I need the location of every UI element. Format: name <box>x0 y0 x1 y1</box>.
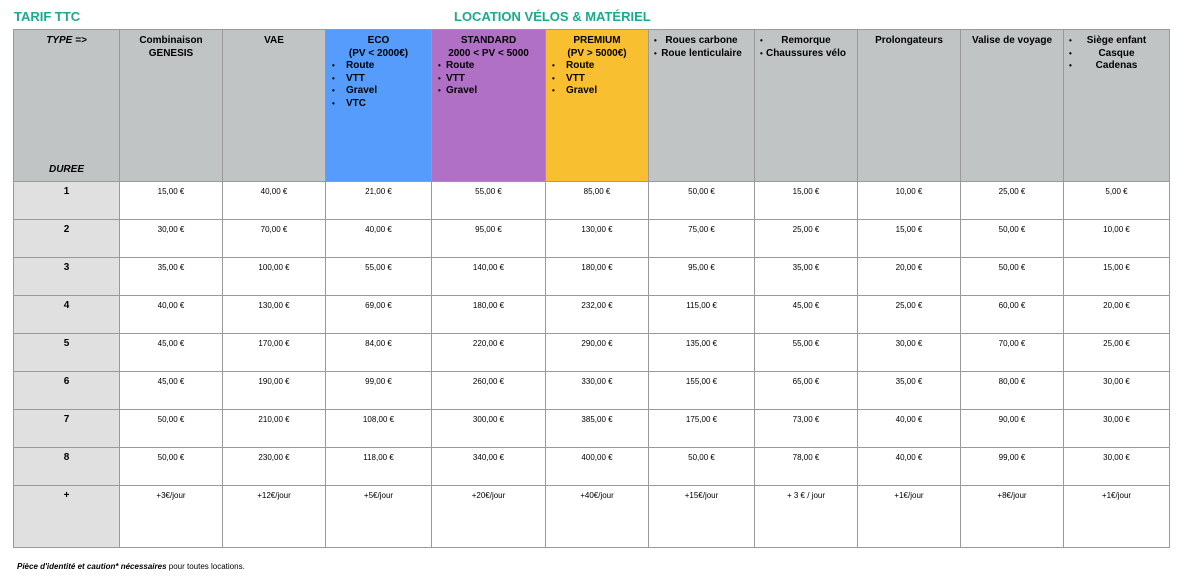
duration-cell: 3 <box>14 258 120 296</box>
price-cell: 35,00 € <box>858 372 961 410</box>
table-row <box>14 448 1170 486</box>
list-item: • VTC <box>326 98 431 111</box>
price-cell: 15,00 € <box>1064 258 1170 296</box>
price-cell: 230,00 € <box>223 448 326 486</box>
price-cell: 232,00 € <box>546 296 649 334</box>
price-cell: 5,00 € <box>1064 182 1170 220</box>
header-premium <box>546 30 649 182</box>
price-cell: 25,00 € <box>1064 334 1170 372</box>
price-cell: 50,00 € <box>120 410 223 448</box>
price-cell: 40,00 € <box>858 448 961 486</box>
price-cell: 73,00 € <box>755 410 858 448</box>
price-cell: 15,00 € <box>755 182 858 220</box>
price-table <box>13 29 1170 548</box>
price-cell: 40,00 € <box>223 182 326 220</box>
price-cell: 108,00 € <box>326 410 432 448</box>
list-item: • Gravel <box>546 85 648 98</box>
price-cell: 70,00 € <box>961 334 1064 372</box>
duration-cell: 1 <box>14 182 120 220</box>
price-cell: 330,00 € <box>546 372 649 410</box>
list-item: • Route <box>326 60 431 73</box>
price-cell: 95,00 € <box>649 258 755 296</box>
price-cell: 30,00 € <box>1064 410 1170 448</box>
price-cell: 290,00 € <box>546 334 649 372</box>
price-cell: 21,00 € <box>326 182 432 220</box>
list-item: • VTT <box>546 73 648 86</box>
price-cell: +3€/jour <box>120 486 223 548</box>
price-cell: 78,00 € <box>755 448 858 486</box>
price-cell: 50,00 € <box>649 182 755 220</box>
price-cell: 400,00 € <box>546 448 649 486</box>
list-item: • VTT <box>432 73 545 86</box>
duration-cell: + <box>14 486 120 548</box>
header-corner <box>14 30 120 182</box>
price-cell: 385,00 € <box>546 410 649 448</box>
header-roues-list <box>649 35 754 60</box>
price-cell: 50,00 € <box>120 448 223 486</box>
header-premium-title: PREMIUM <box>573 35 621 46</box>
price-cell: 45,00 € <box>120 334 223 372</box>
header-prolongateurs-label: Prolongateurs <box>875 35 943 46</box>
header-eco-list <box>326 60 431 110</box>
price-cell: +15€/jour <box>649 486 755 548</box>
duration-cell: 2 <box>14 220 120 258</box>
price-cell: 115,00 € <box>649 296 755 334</box>
price-cell: 10,00 € <box>1064 220 1170 258</box>
header-siege <box>1064 30 1170 182</box>
header-siege-list <box>1064 35 1169 73</box>
duration-cell: 5 <box>14 334 120 372</box>
price-cell: +1€/jour <box>1064 486 1170 548</box>
price-cell: 30,00 € <box>120 220 223 258</box>
price-cell: + 3 € / jour <box>755 486 858 548</box>
price-cell: 135,00 € <box>649 334 755 372</box>
list-item: • Chaussures vélo <box>763 48 849 61</box>
price-cell: 100,00 € <box>223 258 326 296</box>
price-cell: +20€/jour <box>432 486 546 548</box>
table-row <box>14 486 1170 548</box>
header-standard-sub: 2000 < PV < 5000 <box>448 47 529 59</box>
table-row <box>14 410 1170 448</box>
price-cell: +12€/jour <box>223 486 326 548</box>
header-eco-sub: (PV < 2000€) <box>348 47 409 59</box>
price-cell: 10,00 € <box>858 182 961 220</box>
price-cell: 99,00 € <box>961 448 1064 486</box>
header-vae <box>223 30 326 182</box>
list-item: • Gravel <box>326 85 431 98</box>
price-cell: 20,00 € <box>1064 296 1170 334</box>
header-remorque <box>755 30 858 182</box>
price-cell: 65,00 € <box>755 372 858 410</box>
header-eco-title: ECO <box>367 35 390 46</box>
header-standard-list <box>432 60 545 98</box>
price-cell: 30,00 € <box>1064 448 1170 486</box>
header-premium-sub: (PV > 5000€) <box>567 47 627 59</box>
list-item: • Roue lenticulaire <box>657 48 746 61</box>
header-standard-title: STANDARD <box>460 35 517 46</box>
price-cell: 84,00 € <box>326 334 432 372</box>
list-item: • Roues carbone <box>657 35 746 48</box>
price-cell: 50,00 € <box>649 448 755 486</box>
price-cell: 25,00 € <box>858 296 961 334</box>
price-cell: 70,00 € <box>223 220 326 258</box>
duree-label: DUREE <box>48 163 84 175</box>
price-cell: 45,00 € <box>755 296 858 334</box>
price-cell: 20,00 € <box>858 258 961 296</box>
header-valise <box>961 30 1064 182</box>
footnote <box>17 562 245 571</box>
price-cell: 340,00 € <box>432 448 546 486</box>
price-cell: 40,00 € <box>858 410 961 448</box>
price-cell: 130,00 € <box>223 296 326 334</box>
header-eco <box>326 30 432 182</box>
price-cell: 50,00 € <box>961 258 1064 296</box>
price-cell: 95,00 € <box>432 220 546 258</box>
price-cell: 15,00 € <box>120 182 223 220</box>
list-item: • Route <box>432 60 545 73</box>
price-cell: 260,00 € <box>432 372 546 410</box>
list-item: • VTT <box>326 73 431 86</box>
header-prolongateurs <box>858 30 961 182</box>
duration-cell: 4 <box>14 296 120 334</box>
price-cell: 220,00 € <box>432 334 546 372</box>
price-cell: +8€/jour <box>961 486 1064 548</box>
price-cell: 118,00 € <box>326 448 432 486</box>
price-cell: 210,00 € <box>223 410 326 448</box>
price-cell: 40,00 € <box>326 220 432 258</box>
price-cell: 40,00 € <box>120 296 223 334</box>
header-valise-label: Valise de voyage <box>971 35 1053 46</box>
price-cell: 30,00 € <box>858 334 961 372</box>
price-cell: 75,00 € <box>649 220 755 258</box>
header-genesis <box>120 30 223 182</box>
duration-cell: 6 <box>14 372 120 410</box>
list-item: • Siège enfant <box>1072 35 1161 48</box>
price-cell: 130,00 € <box>546 220 649 258</box>
price-cell: 140,00 € <box>432 258 546 296</box>
header-remorque-list <box>755 35 857 60</box>
duration-cell: 7 <box>14 410 120 448</box>
price-cell: 45,00 € <box>120 372 223 410</box>
list-item: • Gravel <box>432 85 545 98</box>
table-row <box>14 220 1170 258</box>
price-cell: 50,00 € <box>961 220 1064 258</box>
table-row <box>14 372 1170 410</box>
page-title-center: LOCATION VÉLOS & MATÉRIEL <box>454 9 651 24</box>
price-cell: +40€/jour <box>546 486 649 548</box>
header-premium-list <box>546 60 648 98</box>
list-item: • Cadenas <box>1072 60 1161 73</box>
price-cell: 155,00 € <box>649 372 755 410</box>
price-cell: 190,00 € <box>223 372 326 410</box>
price-cell: 55,00 € <box>326 258 432 296</box>
price-cell: 55,00 € <box>432 182 546 220</box>
price-cell: 175,00 € <box>649 410 755 448</box>
table-header-row <box>14 30 1170 182</box>
price-cell: 300,00 € <box>432 410 546 448</box>
price-cell: +5€/jour <box>326 486 432 548</box>
price-cell: 15,00 € <box>858 220 961 258</box>
price-cell: 180,00 € <box>432 296 546 334</box>
header-standard <box>432 30 546 182</box>
price-table-body <box>14 182 1170 548</box>
table-row <box>14 334 1170 372</box>
price-cell: 80,00 € <box>961 372 1064 410</box>
duration-cell: 8 <box>14 448 120 486</box>
list-item: • Remorque <box>763 35 849 48</box>
price-cell: 180,00 € <box>546 258 649 296</box>
page-title-left: TARIF TTC <box>14 9 81 24</box>
table-row <box>14 182 1170 220</box>
price-cell: 25,00 € <box>755 220 858 258</box>
type-label: TYPE => <box>46 35 87 46</box>
header-roues <box>649 30 755 182</box>
price-cell: 99,00 € <box>326 372 432 410</box>
header-vae-label: VAE <box>264 35 284 46</box>
list-item: • Route <box>546 60 648 73</box>
price-cell: 69,00 € <box>326 296 432 334</box>
price-cell: 90,00 € <box>961 410 1064 448</box>
table-row <box>14 296 1170 334</box>
list-item: • Casque <box>1072 48 1161 61</box>
footnote-rest: pour toutes locations. <box>166 562 245 571</box>
price-cell: 30,00 € <box>1064 372 1170 410</box>
price-cell: 55,00 € <box>755 334 858 372</box>
footnote-bold: Pièce d'identité et caution* nécessaires <box>17 562 167 571</box>
price-cell: 170,00 € <box>223 334 326 372</box>
price-cell: 85,00 € <box>546 182 649 220</box>
header-genesis-label: Combinaison GENESIS <box>139 35 203 59</box>
table-row <box>14 258 1170 296</box>
price-cell: 60,00 € <box>961 296 1064 334</box>
price-cell: 25,00 € <box>961 182 1064 220</box>
price-cell: +1€/jour <box>858 486 961 548</box>
price-cell: 35,00 € <box>120 258 223 296</box>
price-cell: 35,00 € <box>755 258 858 296</box>
